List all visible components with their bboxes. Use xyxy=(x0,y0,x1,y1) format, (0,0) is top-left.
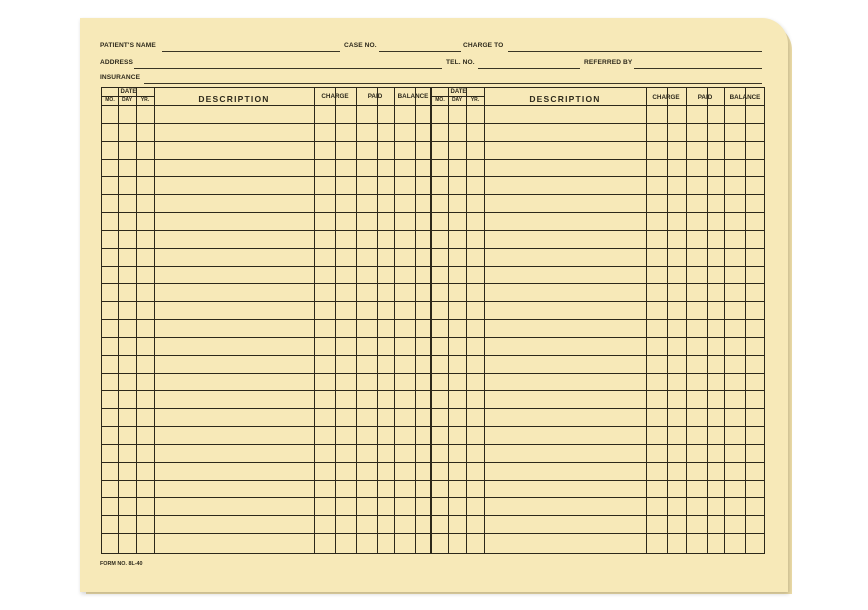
ledger-row-line xyxy=(102,176,430,177)
ledger-row-line xyxy=(102,337,430,338)
header-divider xyxy=(102,105,430,106)
charge-header: CHARGE xyxy=(321,93,349,100)
ledger-row-line xyxy=(432,230,764,231)
form-number: FORM NO. 8L-40 xyxy=(100,561,143,567)
description-header: DESCRIPTION xyxy=(198,94,270,104)
day-header: DAY xyxy=(451,97,463,103)
ledger-row-line xyxy=(102,212,430,213)
ledger-row-line xyxy=(432,248,764,249)
ledger-row-line xyxy=(102,480,430,481)
header-row-1 xyxy=(100,42,764,54)
ledger-row-line xyxy=(432,480,764,481)
ledger-row-line xyxy=(432,212,764,213)
paid-header: PAID xyxy=(697,94,713,101)
referred-by-label: REFERRED BY xyxy=(584,59,633,66)
ledger-row-line xyxy=(432,123,764,124)
ledger-row-line xyxy=(432,159,764,160)
ledger-row-line xyxy=(102,159,430,160)
ledger-row-line xyxy=(432,426,764,427)
insurance-label: INSURANCE xyxy=(100,74,141,81)
ledger-row-line xyxy=(432,194,764,195)
day-header: DAY xyxy=(121,97,133,103)
ledger-row-line xyxy=(102,408,430,409)
ledger-row-line xyxy=(102,515,430,516)
ledger-row-line xyxy=(102,319,430,320)
description-header: DESCRIPTION xyxy=(529,94,601,104)
case-no-field[interactable] xyxy=(379,51,461,52)
ledger-row-line xyxy=(432,141,764,142)
ledger-row-line xyxy=(102,444,430,445)
date-header: DATE xyxy=(450,89,467,95)
ledger-row-line xyxy=(432,390,764,391)
ledger-table-left xyxy=(101,87,431,554)
insurance-field[interactable] xyxy=(144,83,762,84)
ledger-row-line xyxy=(102,283,430,284)
balance-header: BALANCE xyxy=(729,94,761,101)
mo-header: MO. xyxy=(435,97,445,103)
mo-header: MO. xyxy=(105,97,115,103)
referred-by-field[interactable] xyxy=(634,68,762,69)
ledger-row-line xyxy=(102,390,430,391)
ledger-row-line xyxy=(432,176,764,177)
ledger-row-line xyxy=(102,533,430,534)
date-header: DATE xyxy=(120,89,137,95)
ledger-row-line xyxy=(432,373,764,374)
ledger-table-right xyxy=(431,87,765,554)
charge-to-label: CHARGE TO xyxy=(463,42,504,49)
address-label: ADDRESS xyxy=(100,59,133,66)
header-divider xyxy=(432,105,764,106)
ledger-row-line xyxy=(102,426,430,427)
ledger-row-line xyxy=(432,355,764,356)
ledger-row-line xyxy=(102,355,430,356)
yr-header: YR. xyxy=(140,97,150,103)
ledger-row-line xyxy=(102,248,430,249)
ledger-row-line xyxy=(432,533,764,534)
ledger-row-line xyxy=(102,462,430,463)
ledger-row-line xyxy=(102,301,430,302)
ledger-row-line xyxy=(432,283,764,284)
ledger-row-line xyxy=(102,230,430,231)
ledger-row-line xyxy=(102,194,430,195)
ledger-row-line xyxy=(432,444,764,445)
ledger-row-line xyxy=(102,141,430,142)
ledger-row-line xyxy=(432,515,764,516)
tel-no-label: TEL. NO. xyxy=(446,59,475,66)
patient-name-field[interactable] xyxy=(162,51,340,52)
header-row-2 xyxy=(100,59,764,71)
case-no-label: CASE NO. xyxy=(344,42,377,49)
ledger-row-line xyxy=(102,497,430,498)
paid-header: PAID xyxy=(367,93,383,100)
header-row-3 xyxy=(100,74,764,86)
ledger-row-line xyxy=(432,408,764,409)
balance-header: BALANCE xyxy=(397,93,429,100)
ledger-row-line xyxy=(102,123,430,124)
ledger-row-line xyxy=(432,301,764,302)
tel-no-field[interactable] xyxy=(478,68,580,69)
charge-header: CHARGE xyxy=(652,94,680,101)
ledger-row-line xyxy=(102,266,430,267)
ledger-row-line xyxy=(432,337,764,338)
address-field[interactable] xyxy=(134,68,442,69)
patient-name-label: PATIENT'S NAME xyxy=(100,42,156,49)
ledger-row-line xyxy=(432,319,764,320)
ledger-row-line xyxy=(432,497,764,498)
yr-header: YR. xyxy=(470,97,480,103)
charge-to-field[interactable] xyxy=(508,51,762,52)
ledger-row-line xyxy=(102,373,430,374)
ledger-row-line xyxy=(432,462,764,463)
ledger-row-line xyxy=(432,266,764,267)
